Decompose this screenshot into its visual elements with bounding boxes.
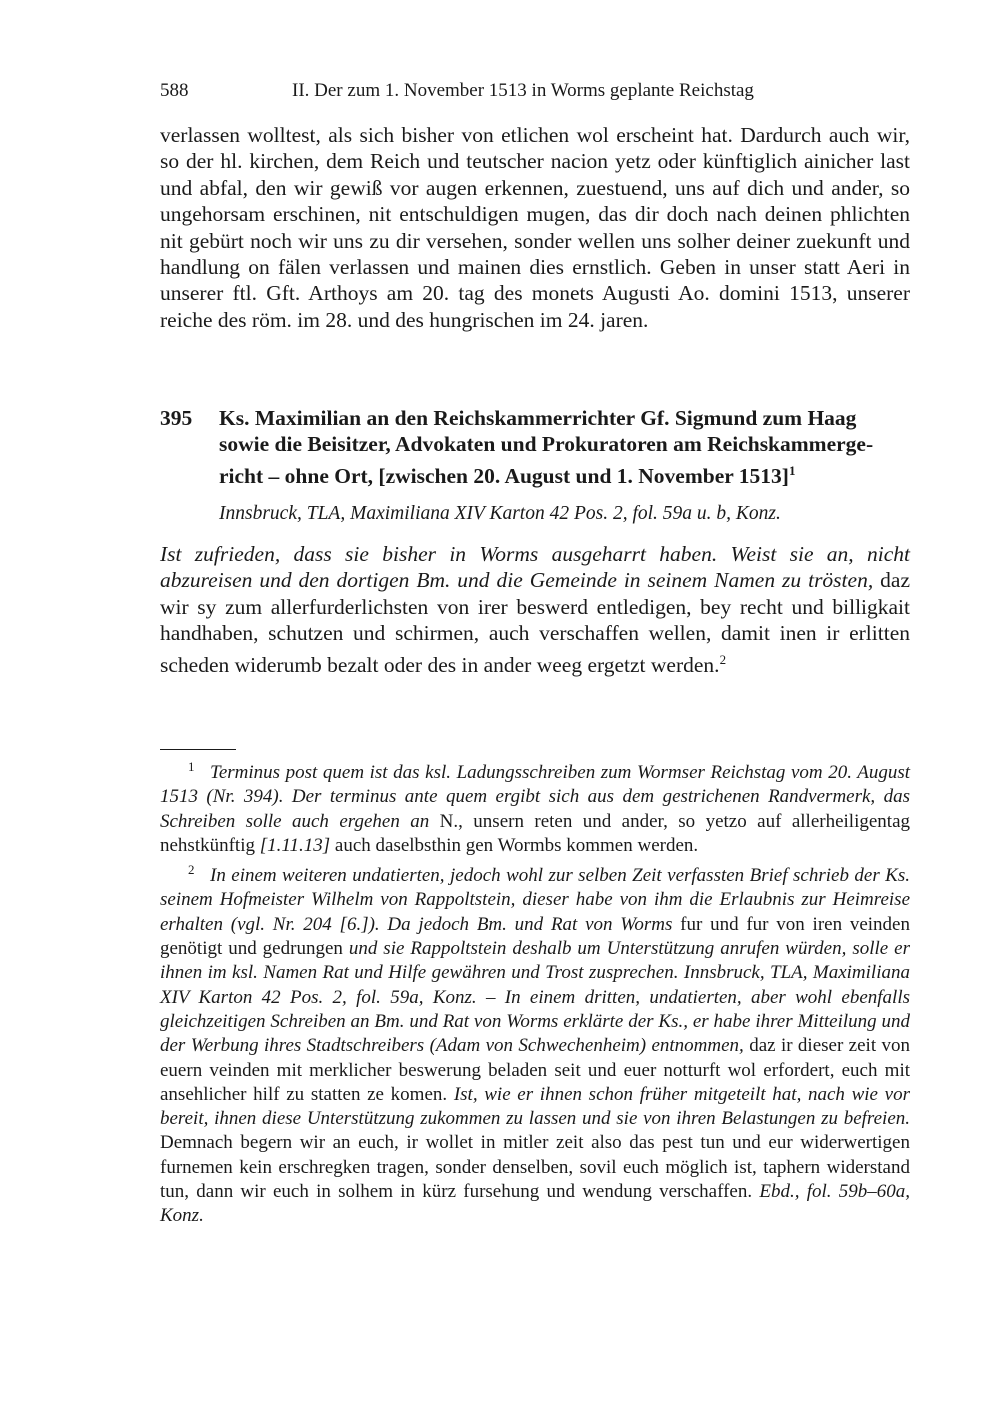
source-citation: Innsbruck, TLA, Maximiliana XIV Karton 42 Pos. 2, fol. 59a u. b, Konz. bbox=[219, 503, 781, 524]
footnote-text-italic: In einem weiteren undatierten, jedoch wohl zur selben Zeit verfassten Brief schrieb der Ks. seinem Hofmeister Wilhelm von Rappoltstein, dieser habe von ihm die Erlaubnis zur Heimreise erhalten (vgl. Nr. 204 [6.]). Da jedoch Bm. und Rat von Worms bbox=[160, 865, 910, 935]
footnote-text: fur und fur von iren veinden genötigt und gedrungen bbox=[160, 913, 910, 960]
footnote-mark: 2 bbox=[188, 862, 195, 878]
footnote-text-italic: und sie Rappoltstein deshalb um Unterstützung anrufen würden, solle er ihnen im ksl. Namen Rat und Hilfe gewähren und Trost zusprechen. Innsbruck, TLA, Maximiliana XIV Karton 42 Pos. 2, fol. 59a, Konz. – In einem dritten, undatierten, aber wohl ebenfalls gleichzeitigen Schreiben an Bm. und Rat von Worms erklärte der Ks., er habe ihrer Mitteilung und der Werbung ihres Stadtschreibers (Adam von Schwechenheim) entnommen, bbox=[160, 938, 910, 1057]
footnote-text: auch daselbsthin gen Wormbs kommen werden. bbox=[330, 834, 699, 856]
document-number: 395 bbox=[160, 406, 193, 430]
document-title bbox=[219, 405, 910, 489]
footnote-text: N., unsern reten und ander, so yetzo auf allerheiligentag nehstkünftig bbox=[160, 810, 910, 856]
footnote-text-italic: Ist, wie er ihnen schon früher mitgeteilt hat, nach wie vor bereit, ihnen diese Unterstützung zukommen zu lassen und sie von ihren Belastungen zu befreien. bbox=[160, 1083, 910, 1130]
footnote-text-italic: Ebd., fol. 59b–60a, Konz. bbox=[160, 1181, 910, 1227]
footnote-ref-2[interactable]: 2 bbox=[719, 651, 727, 667]
running-title: II. Der zum 1. November 1513 in Worms geplante Reichstag bbox=[292, 80, 754, 101]
footnote-text-italic: Terminus post quem ist das ksl. Ladungsschreiben zum Wormser Reichstag vom 20. August 1513 (Nr. 394). Der terminus ante quem ergibt sich aus dem gestrichenen Randvermerk, das Schreiben solle auch ergehen an bbox=[160, 762, 910, 832]
footnote-text: daz ir dieser zeit von euern veinden mit merklicher beswerung beladen seit und euer notturft wol erfordert, euch mit ansehlicher hilf zu statten ze komen. bbox=[160, 1035, 910, 1105]
footnote-rule bbox=[160, 749, 236, 750]
footnotes bbox=[160, 755, 910, 1229]
document-title-text: Ks. Maximilian an den Reichskammerrichter Gf. Sigmund zum Haag sowie die Beisitzer, Advokaten und Prokuratoren am Reichskammergericht – ohne Ort, [zwischen 20. August und 1. November 1513] bbox=[219, 406, 874, 488]
body-text: verlassen wolltest, als sich bisher von etlichen wol erscheint hat. Dardurch auch wir, so der hl. kirchen, dem Reich und teutscher nacion yetz oder künftiglich ainicher last und abfal, den wir gewiß vor augen erkennen, zuestuend, uns auf dich und ander, so ungehorsam erschinen, nit entschuldigen mugen, das dir doch nach deinen phlichten nit gebürt noch wir uns zu dir versehen, sonder wellen uns solher deiner zuekunft und handlung on fälen verlassen und mainen dies ernstlich. Geben in unser statt Aeri in unserer ftl. Gft. Arthoys am 20. tag des monets Augusti Ao. domini 1513, unserer reiche des röm. im 28. und des hungrischen im 24. jaren. bbox=[160, 123, 910, 332]
document-heading bbox=[160, 405, 910, 489]
regest bbox=[160, 541, 910, 678]
footnote-ref-1[interactable]: 1 bbox=[788, 462, 796, 478]
footnote-2 bbox=[160, 858, 910, 1228]
regest-summary: Ist zufrieden, dass sie bisher in Worms ausgeharrt haben. Weist sie an, nicht abzureisen und den dortigen Bm. und die Gemeinde in seinem Namen zu trösten, bbox=[160, 542, 910, 593]
footnote-1 bbox=[160, 755, 910, 858]
footnote-text: Demnach begern wir an euch, ir wollet in mitler zeit also das pest tun und eur widerwertigen furnemen kein erschregken tragen, sonder denselben, sovil euch möglich ist, taphern widerstand tun, dann wir euch in solhem in kürz fursehung und wendung verschaffen. bbox=[160, 1132, 910, 1203]
footnote-mark: 1 bbox=[188, 759, 195, 774]
page-number: 588 bbox=[160, 80, 189, 101]
footnote-text-italic: [1.11.13] bbox=[259, 834, 331, 856]
regest-quote: daz wir sy zum allerfurderlichsten von irer beswerd entledigen, bey recht und billigkait handhaben, schutzen und schirmen, auch verschaffen wellen, damit inen ir erlitten scheden widerumb bezalt oder des in ander weeg ergetzt werden. bbox=[160, 568, 910, 677]
